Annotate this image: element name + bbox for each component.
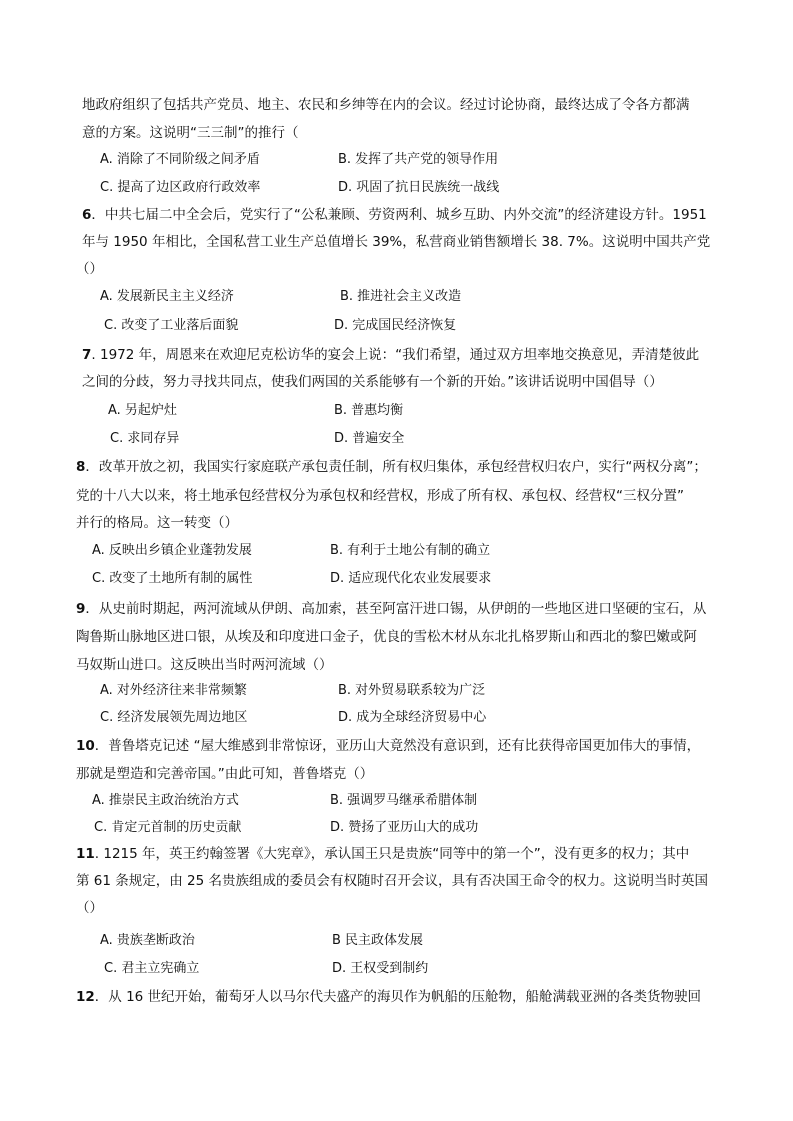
q9-text-1: ．从史前时期起，两河流域从伊朗、高加索，甚至阿富汗进口锡，从伊朗的一些地区进口坚硬的宝石，从 bbox=[85, 601, 707, 617]
q8-text-1: ．改革开放之初，我国实行家庭联产承包责任制，所有权归集体，承包经营权归农户，实行“两权分离”； bbox=[85, 459, 707, 475]
q7-line-2: 之间的分歧，努力寻找共同点，使我们两国的关系能够有一个新的开始。”该讲话说明中国倡导（） bbox=[82, 374, 663, 390]
q6-number: 6 bbox=[82, 207, 92, 223]
q5-line-2: 意的方案。这说明“三三制”的推行（ bbox=[82, 125, 299, 141]
q8-option-c[interactable]: C. 改变了土地所有制的属性 bbox=[92, 571, 253, 586]
q10-option-c[interactable]: C. 肯定元首制的历史贡献 bbox=[94, 820, 242, 835]
q7-number: 7 bbox=[82, 347, 92, 363]
q5-line-1: 地政府组织了包括共产党员、地主、农民和乡绅等在内的会议。经过讨论协商，最终达成了令各方都满 bbox=[82, 97, 690, 113]
q11-text-1: . 1215 年，英王约翰签署《大宪章》，承认国王只是贵族“同等中的第一个”，没有更多的权力；其中 bbox=[94, 846, 690, 862]
q7-option-b[interactable]: B. 普惠均衡 bbox=[334, 403, 404, 418]
q11-number: 11 bbox=[76, 846, 95, 862]
q6-line-1 bbox=[82, 206, 707, 224]
q6-option-b[interactable]: B. 推进社会主义改造 bbox=[340, 289, 462, 304]
q10-option-d[interactable]: D. 赞扬了亚历山大的成功 bbox=[330, 820, 479, 835]
q8-option-b[interactable]: B. 有利于土地公有制的确立 bbox=[330, 543, 491, 558]
q9-line-2: 陶鲁斯山脉地区进口银，从埃及和印度进口金子，优良的雪松木材从东北扎格罗斯山和西北的黎巴嫩或阿 bbox=[76, 629, 697, 645]
q6-line-3: （） bbox=[76, 261, 103, 277]
q6-option-c[interactable]: C. 改变了工业落后面貌 bbox=[104, 318, 239, 333]
q8-line-1 bbox=[76, 458, 707, 476]
q5-option-c[interactable]: C. 提高了边区政府行政效率 bbox=[100, 180, 261, 195]
q11-option-c[interactable]: C. 君主立宪确立 bbox=[104, 961, 200, 976]
q6-option-a[interactable]: A. 发展新民主主义经济 bbox=[100, 289, 234, 304]
q11-line-1 bbox=[76, 845, 689, 863]
q8-line-3: 并行的格局。这一转变（） bbox=[76, 515, 238, 531]
q10-number: 10 bbox=[76, 738, 95, 754]
q6-line-2: 年与 1950 年相比，全国私营工业生产总值增长 39%，私营商业销售额增长 38. 7%。这说明中国共产党 bbox=[82, 234, 711, 250]
q11-option-d[interactable]: D. 王权受到制约 bbox=[332, 961, 429, 976]
q10-line-1 bbox=[76, 737, 700, 755]
q7-line-1 bbox=[82, 346, 699, 364]
q11-option-a[interactable]: A. 贵族垄断政治 bbox=[100, 933, 195, 948]
q8-number: 8 bbox=[76, 459, 86, 475]
q7-option-c[interactable]: C. 求同存异 bbox=[110, 431, 180, 446]
q9-option-c[interactable]: C. 经济发展领先周边地区 bbox=[100, 710, 248, 725]
q10-text-1: ．普鲁塔克记述 “屋大维感到非常惊讶，亚历山大竟然没有意识到，还有比获得帝国更加伟大的事情， bbox=[94, 738, 701, 754]
q7-option-d[interactable]: D. 普遍安全 bbox=[334, 431, 405, 446]
q5-option-b[interactable]: B. 发挥了共产党的领导作用 bbox=[338, 152, 499, 167]
q8-line-2: 党的十八大以来，将土地承包经营权分为承包权和经营权，形成了所有权、承包权、经营权“三权分置” bbox=[76, 488, 684, 504]
q10-line-2: 那就是塑造和完善帝国。”由此可知，普鲁塔克（） bbox=[76, 766, 374, 782]
q12-line-1 bbox=[76, 988, 701, 1006]
q11-line-3: （） bbox=[76, 900, 103, 916]
q5-option-a[interactable]: A. 消除了不同阶级之间矛盾 bbox=[100, 152, 260, 167]
q9-option-d[interactable]: D. 成为全球经济贸易中心 bbox=[338, 710, 487, 725]
q9-number: 9 bbox=[76, 601, 86, 617]
q9-line-1 bbox=[76, 600, 706, 618]
q9-option-b[interactable]: B. 对外贸易联系较为广泛 bbox=[338, 683, 486, 698]
q10-option-b[interactable]: B. 强调罗马继承希腊体制 bbox=[330, 793, 478, 808]
q7-option-a[interactable]: A. 另起炉灶 bbox=[108, 403, 177, 418]
q6-option-d[interactable]: D. 完成国民经济恢复 bbox=[334, 318, 457, 333]
q8-option-a[interactable]: A. 反映出乡镇企业蓬勃发展 bbox=[92, 543, 252, 558]
q12-number: 12 bbox=[76, 989, 95, 1005]
q8-option-d[interactable]: D. 适应现代化农业发展要求 bbox=[330, 571, 492, 586]
q11-option-b[interactable]: B 民主政体发展 bbox=[332, 933, 424, 948]
q10-option-a[interactable]: A. 推崇民主政治统治方式 bbox=[92, 793, 239, 808]
q12-text-1: ．从 16 世纪开始，葡萄牙人以马尔代夫盛产的海贝作为帆船的压舱物，船舱满载亚洲的各类货物驶回 bbox=[94, 989, 702, 1005]
q9-option-a[interactable]: A. 对外经济往来非常频繁 bbox=[100, 683, 247, 698]
q5-option-d[interactable]: D. 巩固了抗日民族统一战线 bbox=[338, 180, 500, 195]
q11-line-2: 第 61 条规定，由 25 名贵族组成的委员会有权随时召开会议，具有否决国王命令的权力。这说明当时英国 bbox=[76, 873, 709, 889]
q6-text-1: ．中共七届二中全会后，党实行了“公私兼顾、劳资两利、城乡互助、内外交流”的经济建设方针。1951 bbox=[91, 207, 707, 223]
q9-line-3: 马奴斯山进口。这反映出当时两河流域（） bbox=[76, 657, 333, 673]
q7-text-1: . 1972 年，周恩来在欢迎尼克松访华的宴会上说：“我们希望，通过双方坦率地交换意见，弄清楚彼此 bbox=[91, 347, 700, 363]
